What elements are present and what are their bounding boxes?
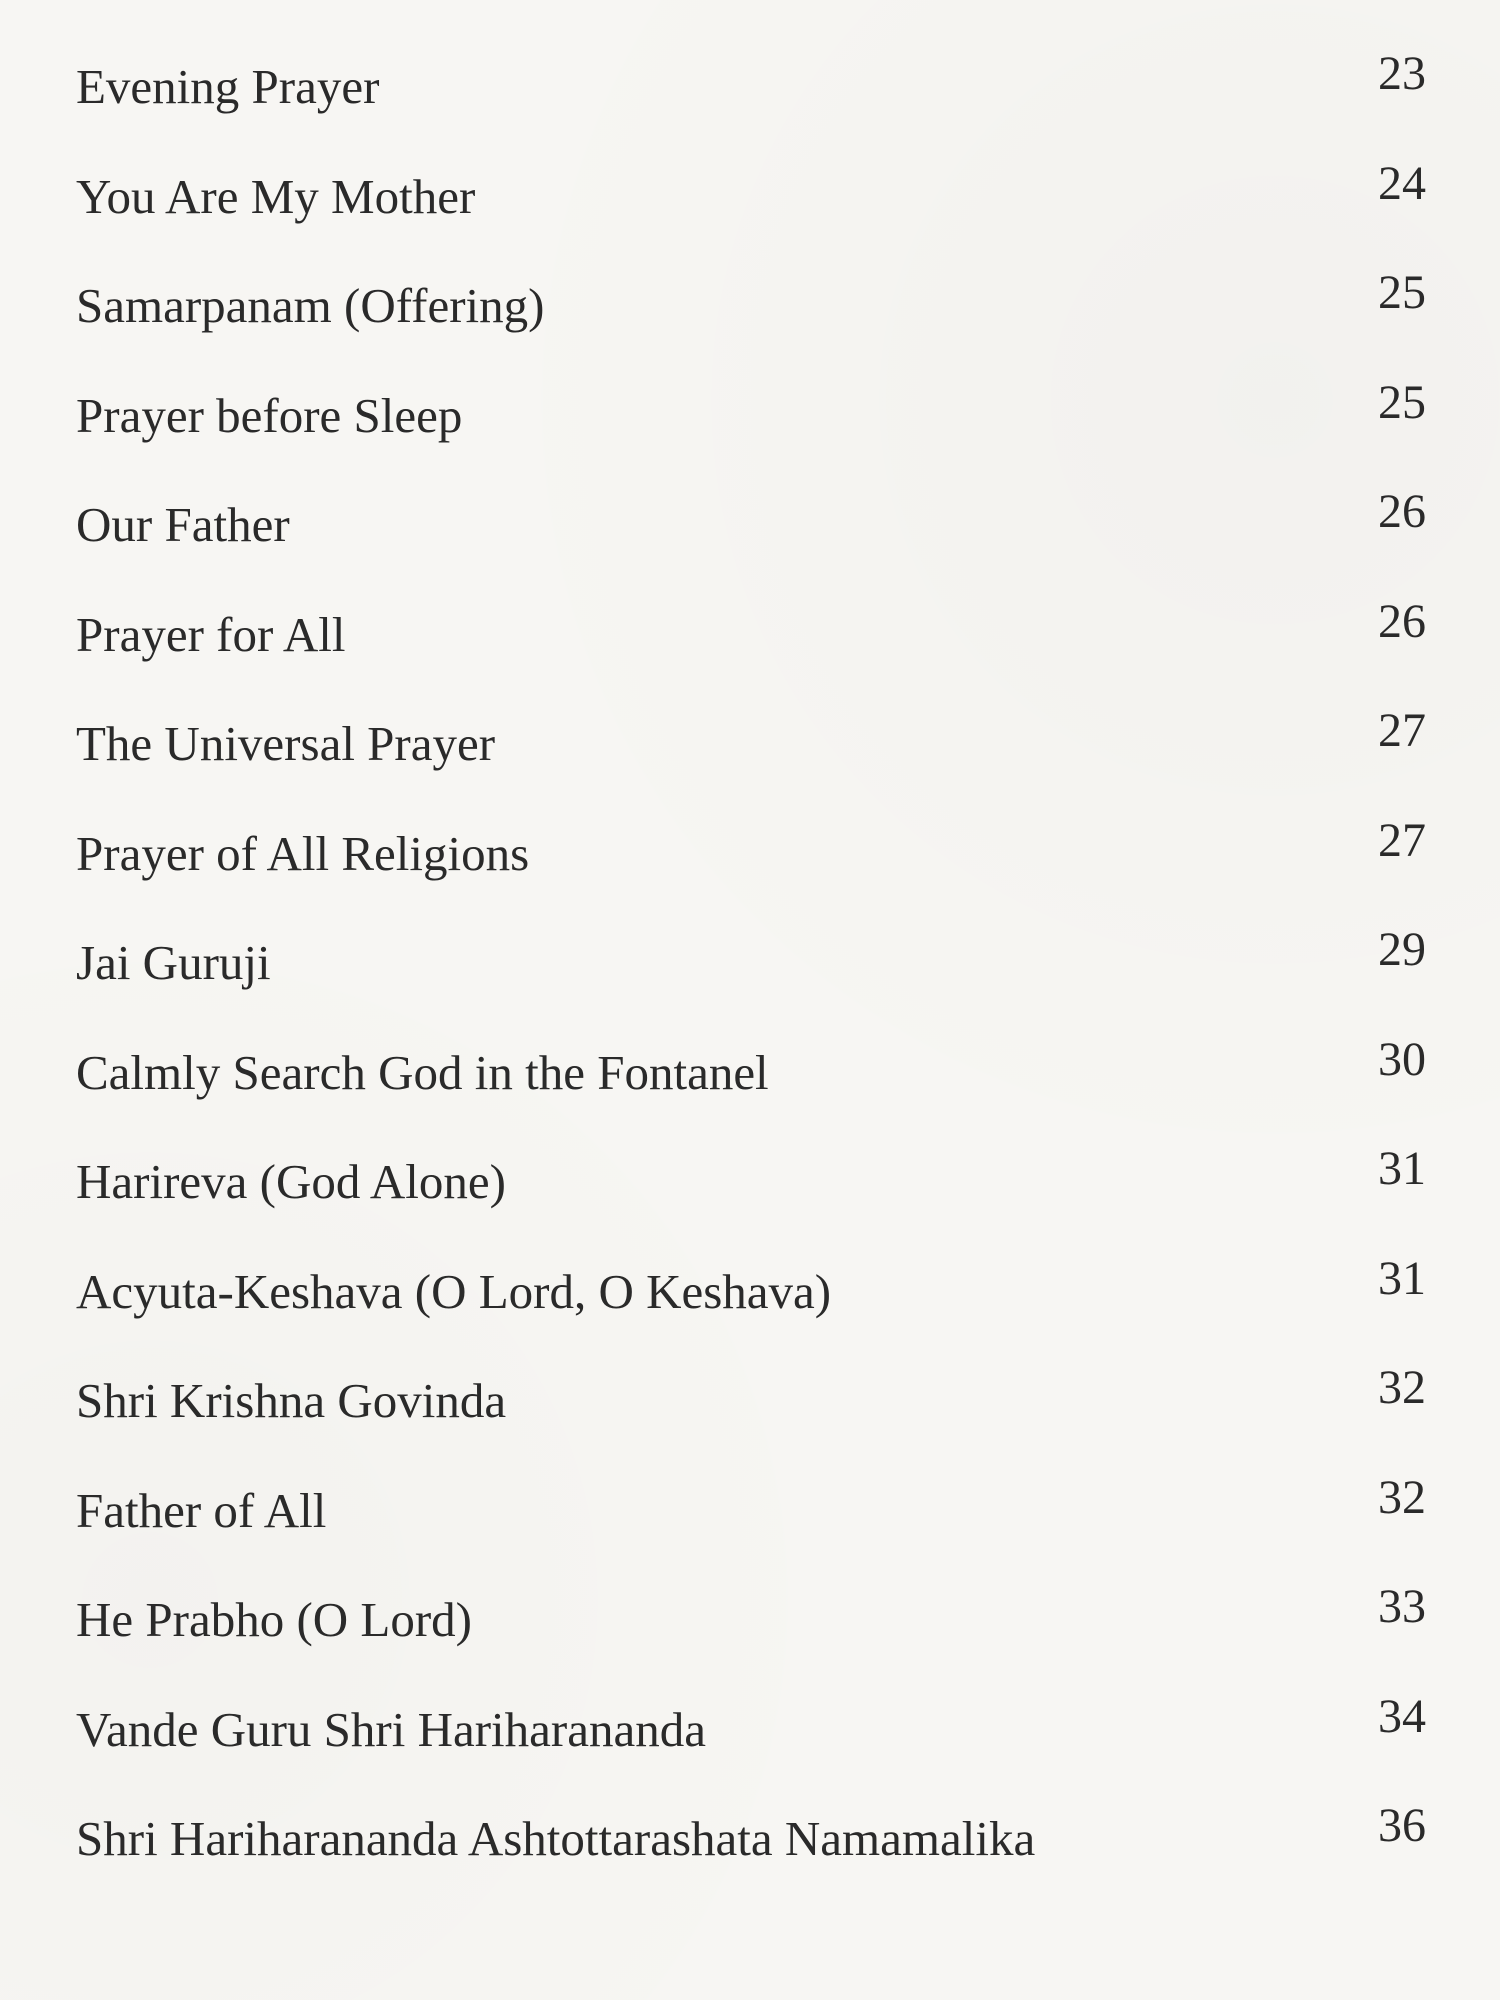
toc-entry-title: Harireva (God Alone): [76, 1154, 506, 1209]
toc-entry: [76, 1464, 1426, 1574]
toc-entry-title: Samarpanam (Offering): [76, 278, 545, 333]
toc-entry-page: 27: [1378, 813, 1426, 867]
toc-entry-page: 33: [1378, 1580, 1426, 1633]
toc-entry: [76, 697, 1426, 807]
toc-entry-page: 23: [1378, 47, 1426, 100]
toc-entry: [76, 1135, 1426, 1245]
toc-entry-page: 25: [1378, 266, 1426, 319]
toc-entry: [76, 40, 1426, 150]
toc-entry-page: 30: [1378, 1032, 1426, 1086]
toc-entry: [76, 259, 1426, 369]
toc-entry: [76, 1354, 1426, 1464]
toc-entry: [76, 1026, 1426, 1136]
toc-entry-page: 25: [1378, 375, 1426, 429]
toc-entry: [76, 1683, 1426, 1793]
table-of-contents: [76, 40, 1426, 1902]
toc-entry-page: 31: [1378, 1251, 1426, 1305]
toc-entry-title: Evening Prayer: [76, 59, 380, 114]
toc-entry-title: Vande Guru Shri Hariharananda: [76, 1701, 706, 1757]
toc-entry-title: Shri Krishna Govinda: [76, 1373, 507, 1428]
toc-entry-title: Acyuta-Keshava (O Lord, O Keshava): [76, 1263, 832, 1319]
toc-entry-title: You Are My Mother: [76, 168, 476, 224]
toc-entry-page: 34: [1378, 1689, 1426, 1743]
toc-entry-title: Calmly Search God in the Fontanel: [76, 1044, 769, 1100]
toc-entry-page: 29: [1378, 923, 1426, 976]
toc-entry: [76, 1573, 1426, 1683]
toc-entry-title: Prayer of All Religions: [76, 825, 530, 881]
toc-entry-page: 27: [1378, 704, 1426, 757]
toc-entry-page: 32: [1378, 1361, 1426, 1414]
toc-entry-page: 26: [1378, 594, 1426, 648]
toc-entry-title: Shri Hariharananda Ashtottarashata Namamalika: [76, 1811, 1036, 1866]
toc-entry: [76, 916, 1426, 1026]
toc-entry-title: Father of All: [76, 1482, 327, 1538]
toc-entry-page: 31: [1378, 1142, 1426, 1195]
toc-entry: [76, 150, 1426, 260]
toc-entry-title: Jai Guruji: [76, 935, 271, 990]
toc-entry: [76, 807, 1426, 917]
toc-entry-title: Our Father: [76, 497, 290, 552]
toc-entry-page: 26: [1378, 485, 1426, 538]
toc-entry-page: 36: [1378, 1799, 1426, 1852]
toc-entry: [76, 1792, 1426, 1902]
toc-entry: [76, 588, 1426, 698]
toc-entry: [76, 369, 1426, 479]
toc-entry: [76, 1245, 1426, 1355]
toc-entry-page: 24: [1378, 156, 1426, 210]
toc-entry-title: He Prabho (O Lord): [76, 1592, 472, 1647]
toc-entry: [76, 478, 1426, 588]
toc-entry-title: Prayer before Sleep: [76, 387, 463, 443]
toc-entry-title: The Universal Prayer: [76, 716, 496, 771]
toc-entry-title: Prayer for All: [76, 606, 346, 662]
toc-entry-page: 32: [1378, 1470, 1426, 1524]
